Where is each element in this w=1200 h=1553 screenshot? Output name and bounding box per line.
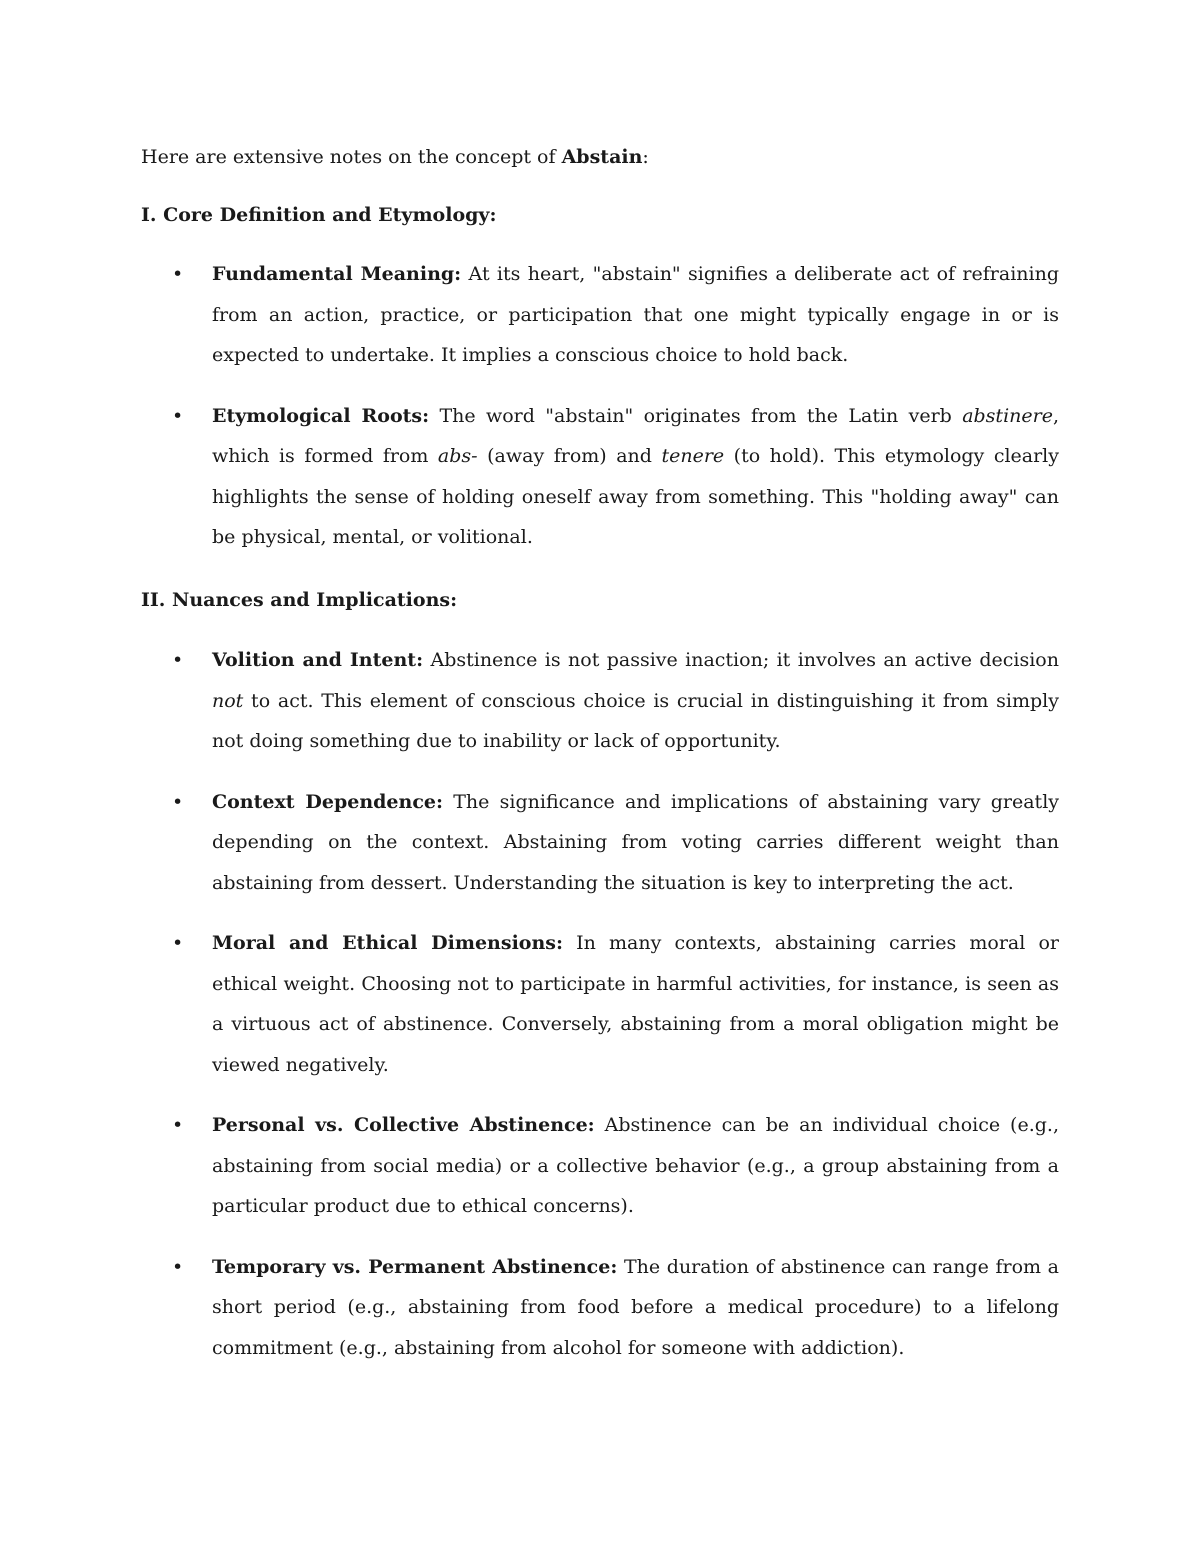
list-item-fundamental-meaning [141, 254, 1059, 376]
list-item-context-dependence [141, 782, 1059, 904]
list-item-volition-intent [141, 640, 1059, 762]
item-text: At its heart, "abstain" signifies a deliberate act of refraining from an action, practice, or participation that one might typically engage in or is expected to undertake. It implies a conscious choice to hold back. [212, 263, 1059, 366]
item-text: , which is formed from [212, 404, 1059, 467]
nuances-list [141, 640, 1059, 1368]
intro-paragraph [141, 141, 1061, 173]
intro-suffix: : [642, 146, 649, 168]
bullet-icon: • [172, 790, 184, 813]
bullet-icon: • [172, 404, 184, 427]
item-text: to act. This element of conscious choice is crucial in distinguishing it from simply not doing something due to inability or lack of opportunity. [212, 689, 1059, 752]
item-term: Moral and Ethical Dimensions: [212, 932, 563, 954]
item-text: The significance and implications of abstaining vary greatly depending on the context. Abstaining from voting carries different weight than abstaining from dessert. Understanding the situation is key to interpreting the act. [212, 790, 1059, 894]
item-text: (to hold). This etymology clearly highlights the sense of holding oneself away from something. This "holding away" can be physical, mental, or volitional. [212, 445, 1059, 548]
item-text: (away from) and [477, 445, 662, 467]
intro-keyword: Abstain [561, 146, 643, 168]
list-item-temporary-permanent [141, 1247, 1059, 1369]
list-item-personal-collective [141, 1105, 1059, 1227]
item-term: Etymological Roots: [212, 404, 430, 427]
intro-prefix: Here are extensive notes on the concept of [141, 146, 562, 168]
item-term: Fundamental Meaning: [212, 263, 462, 285]
item-text: The word "abstain" originates from the Latin verb [429, 404, 963, 427]
core-definition-list [141, 254, 1059, 558]
list-item-moral-ethical [141, 923, 1059, 1085]
bullet-icon: • [172, 649, 184, 671]
item-text: Abstinence can be an individual choice (e.g., abstaining from social media) or a collective behavior (e.g., a group abstaining from a particular product due to ethical concerns). [212, 1114, 1059, 1217]
bullet-icon: • [172, 932, 184, 954]
bullet-icon: • [172, 263, 184, 285]
item-text: In many contexts, abstaining carries moral or ethical weight. Choosing not to participate in harmful activities, for instance, is seen as a virtuous act of abstinence. Conversely, abstaining from a moral obligation might be viewed negatively. [212, 932, 1059, 1076]
item-term: Temporary vs. Permanent Abstinence: [212, 1255, 618, 1278]
item-term: Volition and Intent: [212, 649, 424, 671]
item-term: Personal vs. Collective Abstinence: [212, 1114, 595, 1136]
bullet-icon: • [172, 1114, 184, 1136]
item-italic-prefix: abs- [437, 445, 478, 467]
item-italic-root: tenere [661, 445, 725, 467]
bullet-icon: • [172, 1255, 184, 1278]
item-text: Abstinence is not passive inaction; it involves an active decision [423, 649, 1059, 671]
list-item-etymological-roots [141, 396, 1059, 558]
section-heading-core-definition: I. Core Definition and Etymology: [141, 204, 497, 226]
item-text: The duration of abstinence can range from a short period (e.g., abstaining from food before a medical procedure) to a lifelong commitment (e.g., abstaining from alcohol for someone with addiction). [212, 1255, 1059, 1359]
item-italic-not: not [212, 689, 244, 712]
section-heading-nuances: II. Nuances and Implications: [141, 589, 458, 611]
item-term: Context Dependence: [212, 790, 444, 813]
item-italic-latin-verb: abstinere [962, 404, 1053, 427]
